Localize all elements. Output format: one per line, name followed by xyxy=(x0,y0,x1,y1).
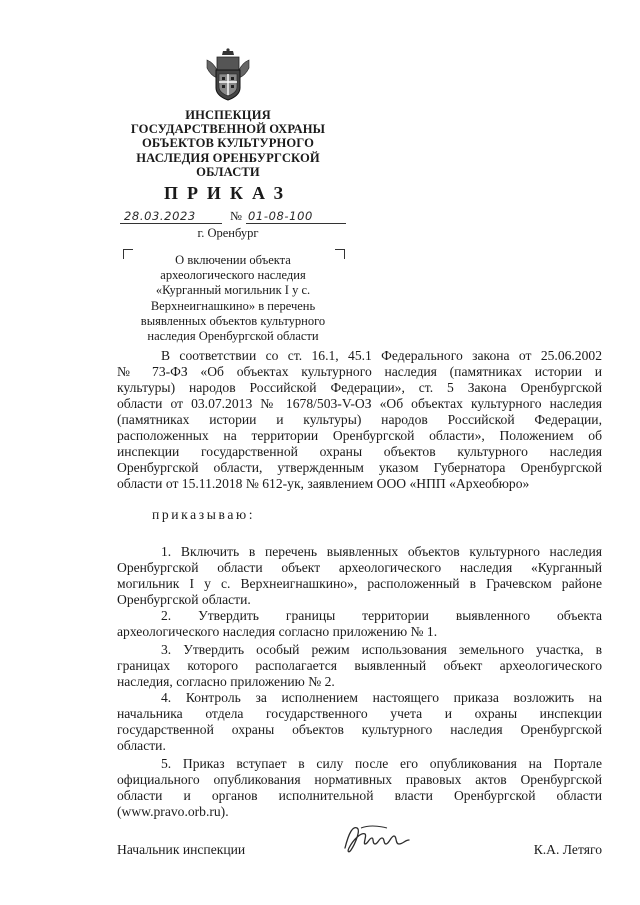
item-line: области. xyxy=(117,738,166,753)
item-line: 2. Утвердить границы территории выявленного объекта xyxy=(161,608,602,623)
subject-line: археологического наследия xyxy=(160,268,306,283)
signature-block xyxy=(117,836,602,870)
city-label: г. Оренбург xyxy=(197,226,259,240)
item-line: археологического наследия согласно приложению № 1. xyxy=(117,624,438,639)
signatory-name: К.А. Летяго xyxy=(533,842,602,857)
issuer-header-line: ОБЪЕКТОВ КУЛЬТУРНОГО xyxy=(141,136,315,151)
item-line: наследия, согласно приложению № 2. xyxy=(117,674,335,689)
orders-word: приказываю: xyxy=(152,507,256,522)
coat-of-arms-icon xyxy=(205,48,251,102)
preamble-line: области от 03.07.2013 № 1678/503-V-ОЗ «Об объектах культурного наследия xyxy=(117,396,602,411)
subject-line: Верхнеигнашкино» в перечень xyxy=(150,298,316,313)
order-subject xyxy=(128,253,338,344)
subject-line: выявленных объектов культурного xyxy=(140,313,326,328)
item-line: 1. Включить в перечень выявленных объектов культурного наследия xyxy=(161,544,602,559)
subject-line: «Курганный могильник I у с. xyxy=(155,283,311,298)
preamble-line: области от 15.11.2018 № 612-ук, заявлением ООО «НПП «Археобюро» xyxy=(117,476,530,491)
item-line: 5. Приказ вступает в силу после его опубликования на Портале xyxy=(161,756,602,771)
item-line: могильник I у с. Верхнеигнашкино», расположенный в Грачевском районе xyxy=(117,576,602,591)
item-line: (www.pravo.orb.ru). xyxy=(117,804,229,819)
document-type-title: ПРИКАЗ xyxy=(163,183,293,203)
order-item-3 xyxy=(117,642,602,690)
item-line: области и органов исполнительной власти Оренбургской области xyxy=(117,788,602,803)
number-underline xyxy=(246,223,346,224)
preamble-line: расположенных на территории Оренбургской области», Положением об xyxy=(117,428,602,443)
issuer-header-line: ГОСУДАРСТВЕННОЙ ОХРАНЫ xyxy=(130,122,326,137)
preamble-line: В соответствии со ст. 16.1, 45.1 Федерального закона от 25.06.2002 xyxy=(161,348,602,363)
issuer-header xyxy=(100,108,356,179)
preamble-paragraph xyxy=(117,348,602,492)
order-item-1 xyxy=(117,544,602,608)
item-line: государственной охраны объектов культурного наследия Оренбургской xyxy=(117,722,602,737)
subject-line: наследия Оренбургской области xyxy=(147,329,319,344)
item-line: начальника отдела государственного учета и охраны инспекции xyxy=(117,706,602,721)
order-item-2 xyxy=(117,608,602,640)
date-underline xyxy=(120,223,222,224)
number-label: № xyxy=(230,209,242,223)
subject-line: О включении объекта xyxy=(175,253,291,267)
handwritten-signature xyxy=(339,822,419,856)
preamble-line: № 73-ФЗ «Об объектах культурного наследия (памятниках истории и xyxy=(117,364,602,379)
order-item-5 xyxy=(117,756,602,820)
item-line: 3. Утвердить особый режим использования земельного участка, в xyxy=(161,642,602,657)
item-line: границах которого располагается выявленный объект археологического xyxy=(117,658,602,673)
issuer-header-line: ОБЛАСТИ xyxy=(196,164,260,179)
preamble-line: Оренбургской области, утвержденным указом Губернатора Оренбургской xyxy=(117,460,602,475)
order-number: 01-08-100 xyxy=(248,209,313,223)
issuer-header-line: ИНСПЕКЦИЯ xyxy=(185,108,271,122)
item-line: официального опубликования нормативных правовых актов Оренбургской xyxy=(117,772,602,787)
item-line: Оренбургской области объект археологического наследия «Курганный xyxy=(117,560,602,575)
order-item-4 xyxy=(117,690,602,754)
order-date: 28.03.2023 xyxy=(124,209,196,223)
preamble-line: культуры) народов Российской Федерации», ст. 5 Закона Оренбургской xyxy=(117,380,602,395)
item-line: 4. Контроль за исполнением настоящего приказа возложить на xyxy=(161,690,602,705)
item-line: Оренбургской области. xyxy=(117,592,251,607)
signatory-position: Начальник инспекции xyxy=(117,842,246,857)
issuer-header-line: НАСЛЕДИЯ ОРЕНБУРГСКОЙ xyxy=(136,150,320,165)
preamble-line: инспекции государственной охраны объектов культурного наследия xyxy=(117,444,602,459)
preamble-line: (памятниках истории и культуры) народов Российской Федерации, xyxy=(117,412,602,427)
